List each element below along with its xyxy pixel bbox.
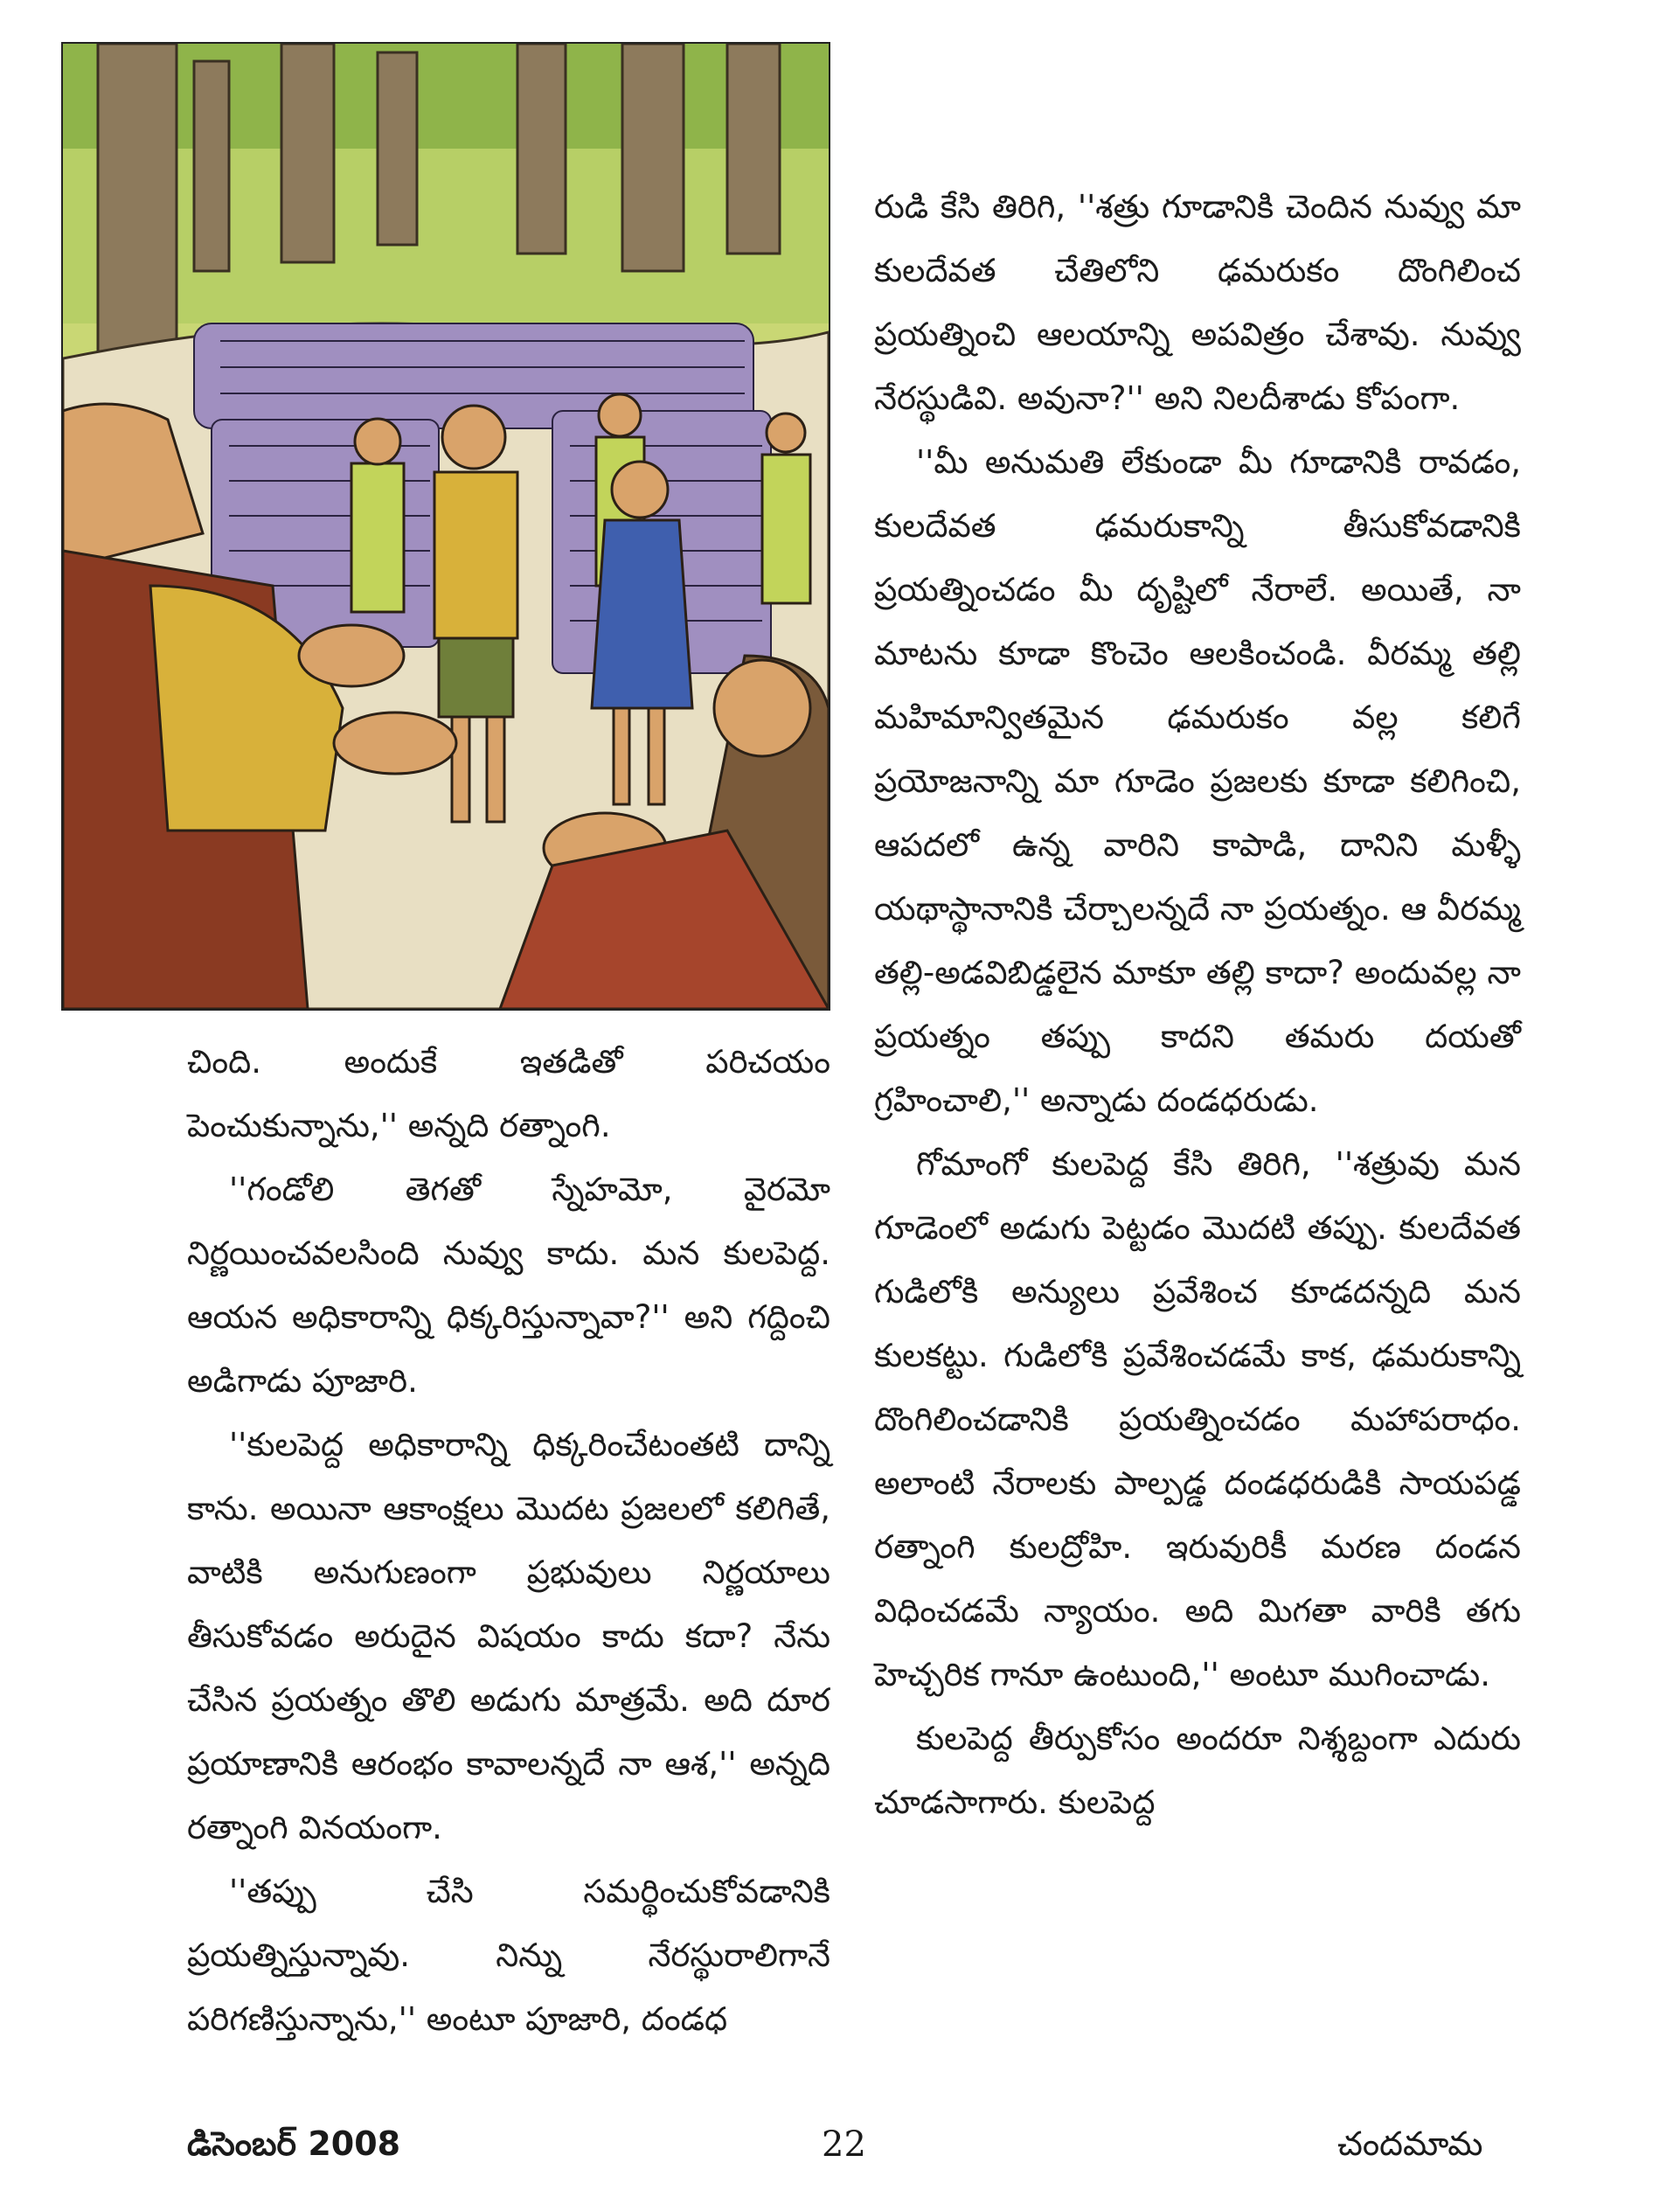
left-paragraph-1: చింది. అందుకే ఇతడితో పరిచయం పెంచుకున్నాను,'' అన్నది రత్నాంగి. bbox=[187, 1043, 830, 1144]
right-text-column bbox=[874, 175, 1521, 1834]
left-paragraph-4: ''తప్పు చేసి సమర్థించుకోవడానికి ప్రయత్నిస్తున్నావు. నిన్ను నేరస్థురాలిగానే పరిగణిస్తున్నాను,'' అంటూ పూజారి, దండధ bbox=[187, 1873, 830, 2038]
left-paragraph-3: ''కులపెద్ద అధికారాన్ని ధిక్కరించేటంతటి దాన్ని కాను. అయినా ఆకాంక్షలు మొదట ప్రజలలో కలిగితే, వాటికి అనుగుణంగా ప్రభువులు నిర్ణయాలు తీసుకోవడం అరుదైన విషయం కాదు కదా? నేను చేసిన ప్రయత్నం తొలి అడుగు మాత్రమే. అది దూర ప్రయాణానికి ఆరంభం కావాలన్నదే నా ఆశ,'' అన్నది రత్నాంగి వినయంగా. bbox=[187, 1426, 830, 1846]
right-paragraph-1: రుడి కేసి తిరిగి, ''శత్రు గూడానికి చెందిన నువ్వు మా కులదేవత చేతిలోని ఢమరుకం దొంగిలించ ప్రయత్నించి ఆలయాన్ని అపవిత్రం చేశావు. నువ్వు నేరస్థుడివి. అవునా?'' అని నిలదీశాడు కోపంగా. bbox=[874, 188, 1521, 417]
right-paragraph-3: గోమాంగో కులపెద్ద కేసి తిరిగి, ''శత్రువు మన గూడెంలో అడుగు పెట్టడం మొదటి తప్పు. కులదేవత గుడిలోకి అన్యులు ప్రవేశించ కూడదన్నది మన కులకట్టు. గుడిలోకి ప్రవేశించడమే కాక, ఢమరుకాన్ని దొంగిలించడానికి ప్రయత్నించడం మహాపరాధం. అలాంటి నేరాలకు పాల్పడ్డ దండధరుడికి సాయపడ్డ రత్నాంగి కులద్రోహి. ఇరువురికీ మరణ దండన విధించడమే న్యాయం. అది మిగతా వారికి తగు హెచ్చరిక గానూ ఉంటుంది,'' అంటూ ముగించాడు. bbox=[874, 1145, 1521, 1693]
footer-issue-date: డిసెంబర్ 2008 bbox=[187, 2124, 401, 2163]
page-number: 22 bbox=[822, 2124, 866, 2165]
left-text-column bbox=[187, 1030, 830, 2051]
right-paragraph-2: ''మీ అనుమతి లేకుండా మీ గూడానికి రావడం, కులదేవత ఢమరుకాన్ని తీసుకోవడానికి ప్రయత్నించడం మీ దృష్టిలో నేరాలే. అయితే, నా మాటను కూడా కొంచెం ఆలకించండి. వీరమ్మ తల్లి మహిమాన్వితమైన ఢమరుకం వల్ల కలిగే ప్రయోజనాన్ని మా గూడెం ప్రజలకు కూడా కలిగించి, ఆపదలో ఉన్న వారిని కాపాడి, దానిని మళ్ళీ యథాస్థానానికి చేర్చాలన్నదే నా ప్రయత్నం. ఆ వీరమ్మ తల్లి-అడవిబిడ్డలైన మాకూ తల్లి కాదా? అందువల్ల నా ప్రయత్నం తప్పు కాదని తమరు దయతో గ్రహించాలి,'' అన్నాడు దండధరుడు. bbox=[874, 443, 1521, 1119]
magazine-name: చందమామ bbox=[1337, 2124, 1483, 2163]
left-paragraph-2: ''గండోలి తెగతో స్నేహమో, వైరమో నిర్ణయించవలసింది నువ్వు కాదు. మన కులపెద్ద. ఆయన అధికారాన్ని ధిక్కరిస్తున్నావా?'' అని గద్దించి అడిగాడు పూజారి. bbox=[187, 1171, 830, 1400]
tribal-court-scene-illustration bbox=[63, 44, 829, 1009]
right-paragraph-4: కులపెద్ద తీర్పుకోసం అందరూ నిశ్శబ్దంగా ఎదురు చూడసాగారు. కులపెద్ద bbox=[874, 1720, 1521, 1821]
story-illustration bbox=[61, 42, 830, 1011]
